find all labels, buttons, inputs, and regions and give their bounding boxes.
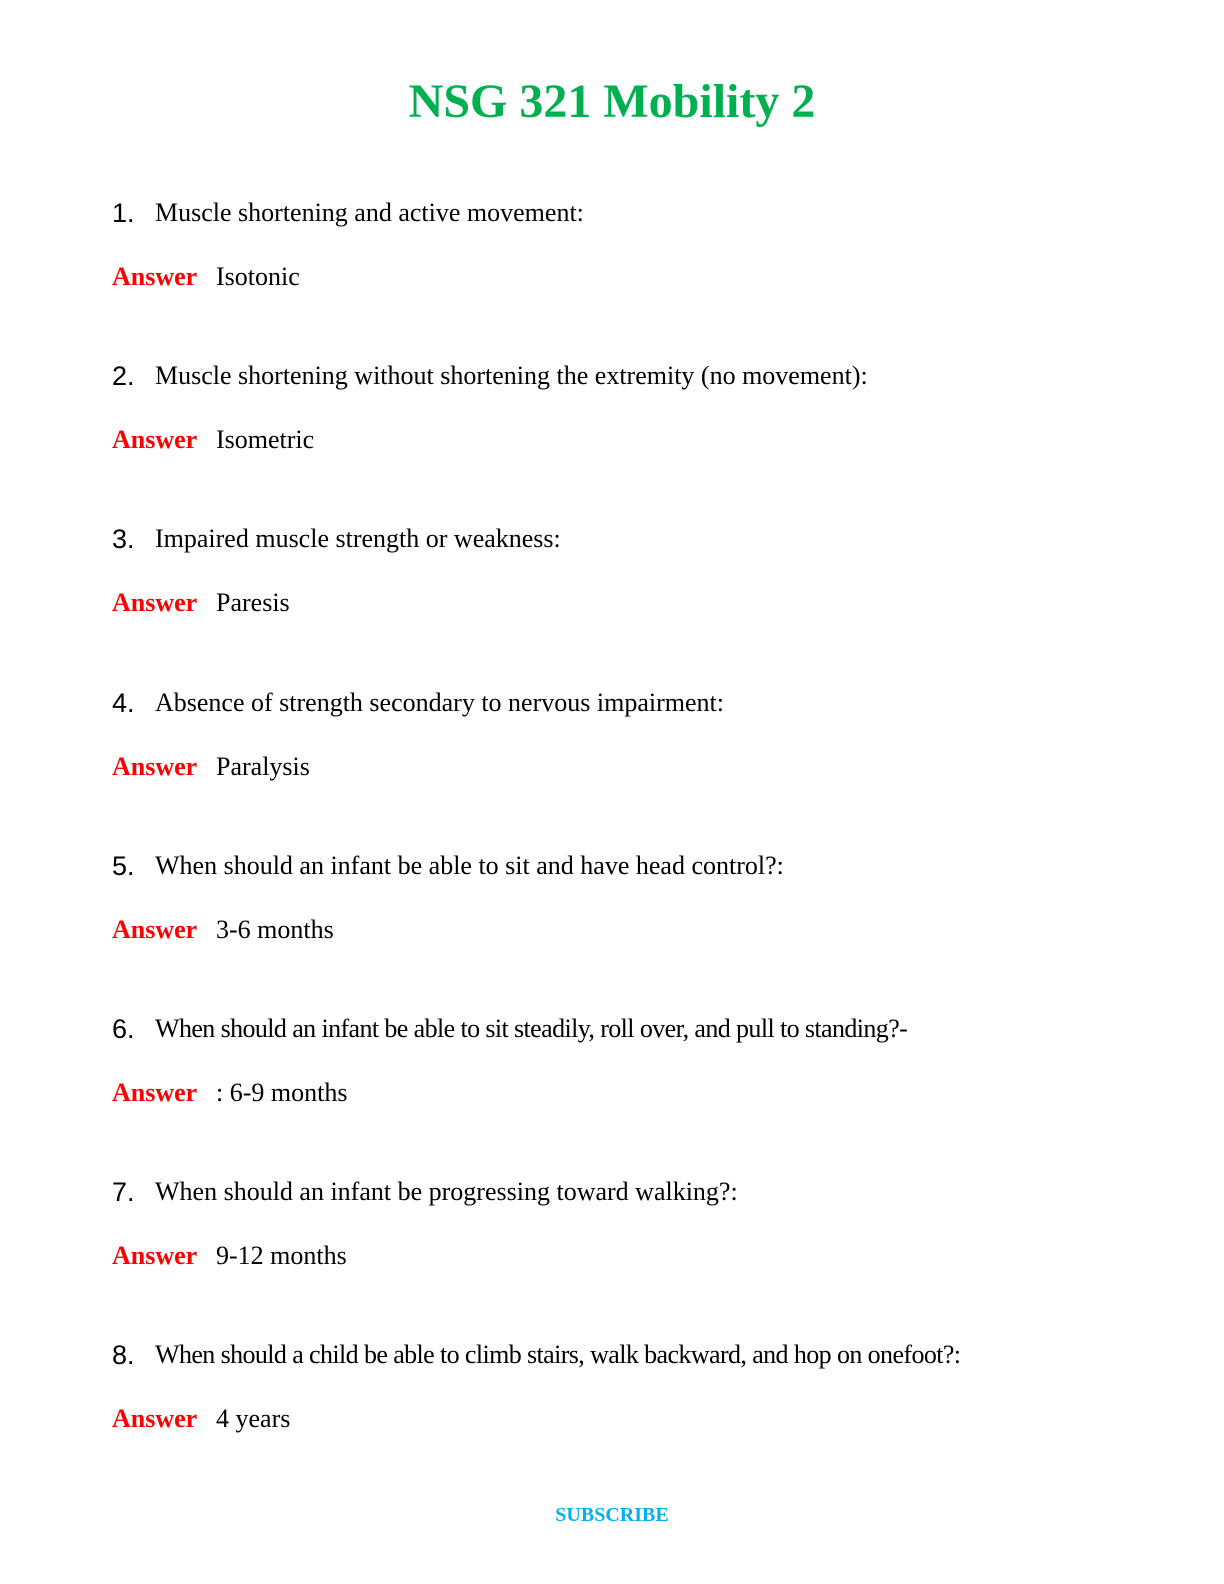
- answer-label: Answer: [112, 752, 198, 781]
- answer-label: Answer: [112, 1078, 198, 1107]
- answer-label: Answer: [112, 588, 198, 617]
- question-row: [112, 1172, 1172, 1212]
- question-row: [112, 356, 1172, 396]
- answer-text: Isometric: [216, 425, 315, 454]
- qa-item-5: [112, 846, 1172, 950]
- qa-item-1: [112, 193, 1172, 297]
- question-number: 3.: [112, 524, 135, 554]
- question-row: [112, 519, 1172, 559]
- qa-item-3: [112, 519, 1172, 623]
- answer-label: Answer: [112, 1404, 198, 1433]
- question-number: 6.: [112, 1014, 135, 1044]
- page-title: NSG 321 Mobility 2: [408, 75, 816, 128]
- answer-row: [112, 583, 1172, 623]
- question-row: [112, 683, 1172, 723]
- answer-text: Paresis: [216, 588, 290, 617]
- answer-text: : 6-9 months: [216, 1078, 348, 1107]
- answer-row: [112, 420, 1172, 460]
- question-row: [112, 193, 1172, 233]
- answer-text: Paralysis: [216, 752, 310, 781]
- qa-item-6: [112, 1009, 1172, 1113]
- answer-label: Answer: [112, 262, 198, 291]
- qa-item-7: [112, 1172, 1172, 1276]
- answer-row: [112, 910, 1172, 950]
- answer-label: Answer: [112, 425, 198, 454]
- question-text: Muscle shortening and active movement:: [155, 198, 584, 227]
- answer-text: Isotonic: [216, 262, 300, 291]
- question-number: 2.: [112, 361, 135, 391]
- answer-text: 9-12 months: [216, 1241, 347, 1270]
- question-text: When should a child be able to climb stairs, walk backward, and hop on onefoot?:: [155, 1340, 961, 1369]
- question-row: [112, 1009, 1172, 1049]
- question-row: [112, 846, 1172, 886]
- question-text: Absence of strength secondary to nervous impairment:: [155, 688, 724, 717]
- answer-text: 3-6 months: [216, 915, 334, 944]
- question-text: When should an infant be progressing toward walking?:: [155, 1177, 738, 1206]
- question-text: When should an infant be able to sit steadily, roll over, and pull to standing?-: [155, 1014, 908, 1043]
- question-text: Impaired muscle strength or weakness:: [155, 524, 561, 553]
- question-number: 7.: [112, 1177, 135, 1207]
- question-row: [112, 1335, 1172, 1375]
- answer-row: [112, 1236, 1172, 1276]
- qa-item-2: [112, 356, 1172, 460]
- answer-text: 4 years: [216, 1404, 291, 1433]
- qa-item-4: [112, 683, 1172, 787]
- question-number: 1.: [112, 198, 135, 228]
- question-number: 8.: [112, 1340, 135, 1370]
- question-text: Muscle shortening without shortening the extremity (no movement):: [155, 361, 868, 390]
- answer-label: Answer: [112, 915, 198, 944]
- answer-row: [112, 747, 1172, 787]
- answer-row: [112, 1399, 1172, 1439]
- answer-label: Answer: [112, 1241, 198, 1270]
- question-number: 5.: [112, 851, 135, 881]
- question-text: When should an infant be able to sit and have head control?:: [155, 851, 784, 880]
- qa-item-8: [112, 1335, 1172, 1439]
- answer-row: [112, 1073, 1172, 1113]
- answer-row: [112, 257, 1172, 297]
- question-number: 4.: [112, 688, 135, 718]
- subscribe-link[interactable]: SUBSCRIBE: [555, 1504, 669, 1526]
